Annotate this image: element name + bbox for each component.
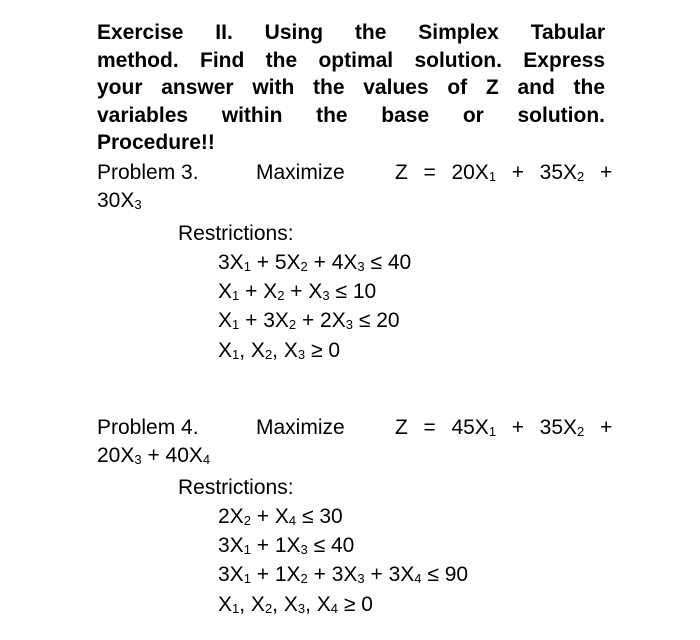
problem-3-objective-continued: $30X_3$: [97, 189, 142, 212]
problem-4-objective: $Z = 45X_1 + 35X_2$ +: [395, 416, 613, 439]
problem-4-maximize: Maximize: [256, 416, 345, 439]
instruction-line: method. Find the optimal solution. Express: [97, 48, 605, 72]
problem-4-label: Problem 4.: [97, 416, 199, 439]
problem-3-label: Problem 3.: [97, 161, 199, 184]
problem-3-constraint-1: $3X_1 + 5X_2 + 4X_3 \le 40$: [218, 251, 412, 274]
problem-3-nonnegativity: $X_1$, $X_2$, $X_3 \ge 0$: [218, 339, 340, 362]
problem-4-nonnegativity: $X_1$, $X_2$, $X_3$, $X_4 \ge 0$: [218, 593, 373, 616]
exercise-instructions: [97, 19, 605, 157]
problem-3-maximize: Maximize: [256, 161, 345, 184]
problem-3-constraint-3: $X_1 + 3X_2 + 2X_3 \le 20$: [218, 309, 400, 332]
instruction-line: variables within the base or solution.: [97, 103, 605, 127]
instruction-line: your answer with the values of Z and the: [97, 76, 605, 100]
problem-3-objective: $Z = 20X_1 + 35X_2$ +: [395, 161, 613, 184]
instruction-line: Exercise II. Using the Simplex Tabular: [97, 21, 605, 44]
problem-4-constraint-3: $3X_1 + 1X_2 + 3X_3 + 3X_4 \le 90$: [218, 563, 469, 586]
instruction-last-line: Procedure!!: [97, 131, 215, 155]
problem-3-constraint-2: $X_1 + X_2 + X_3 \le 10$: [218, 280, 377, 303]
problem-4-objective-continued: $20X_3 + 40X_4$: [97, 444, 211, 467]
problem-4-restrictions-label: Restrictions:: [178, 476, 294, 499]
problem-3-restrictions-label: Restrictions:: [178, 222, 294, 245]
problem-4-constraint-2: $3X_1 + 1X_3 \le 40$: [218, 534, 355, 557]
problem-4-constraint-1: $2X_2 + X_4 \le 30$: [218, 505, 343, 528]
